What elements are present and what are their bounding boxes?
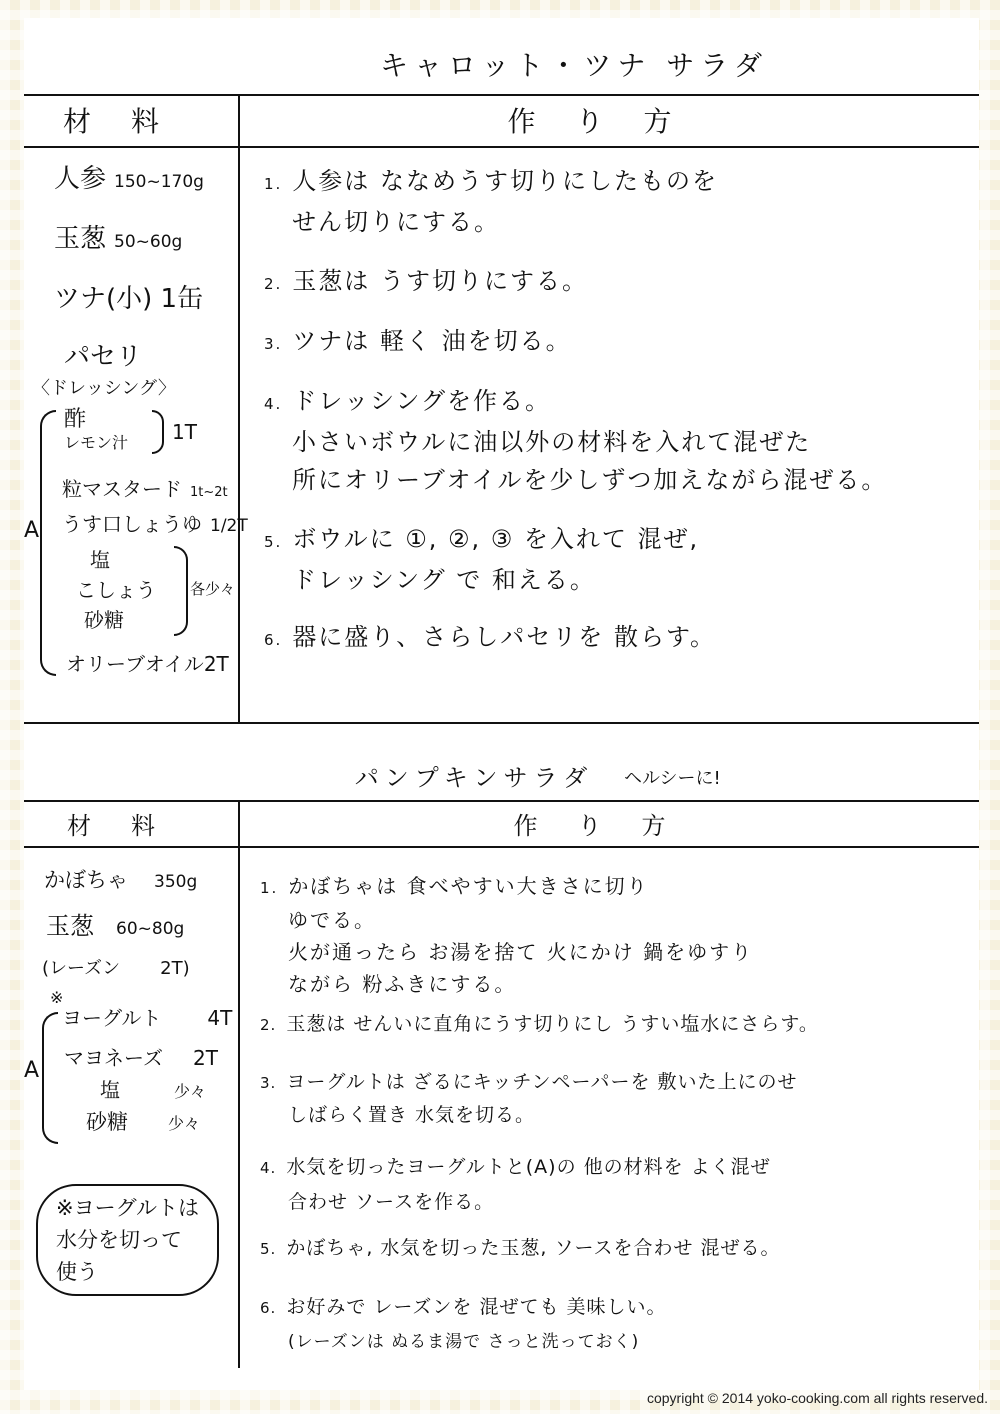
step: 6. 器に盛り、さらしパセリを 散らす。 [264, 623, 717, 651]
recipe2-ingredients-header: 材料 [67, 812, 195, 840]
column-divider [238, 94, 240, 722]
dressing-item: 粒マスタード 1t~2t [62, 477, 228, 501]
vinegar-qty: 1T [172, 420, 197, 444]
group-item: マヨネーズ 2T [64, 1046, 218, 1070]
group-item: 砂糖 少々 [86, 1110, 201, 1134]
ingredient: パセリ [64, 342, 143, 372]
dressing-item: うす口しょうゆ 1/2T [62, 512, 248, 536]
step: 1. かぼちゃは 食べやすい大きさに切り ゆでる。 火が通ったら お湯を捨て 火にかけ 鍋をゆすり ながら 粉ふきにする。 [260, 874, 754, 996]
rule [24, 800, 979, 802]
recipe1-title: キャロット・ツナ サラダ [379, 49, 769, 82]
recipe2-subtitle: ヘルシーに! [624, 768, 721, 789]
dressing-item: 塩 [90, 548, 110, 572]
rule [24, 94, 979, 96]
recipe2-method-header: 作り方 [513, 812, 706, 840]
group-mark: ※ [50, 988, 64, 1007]
step: 4. ドレッシングを作る。 小さいボウルに油以外の材料を入れて混ぜた 所にオリーブオイルを少しずつ加えながら混ぜる。 [264, 387, 888, 494]
ingredient: (レーズン 2T) [42, 958, 190, 979]
step: 3. ヨーグルトは ざるにキッチンペーパーを 敷いた上にのせ しばらく置き 水気を切る。 [260, 1071, 798, 1126]
ingredient: 人参 150~170g [54, 164, 204, 194]
step: 2. 玉葱は うす切りにする。 [264, 267, 588, 295]
group-item: 塩 少々 [100, 1078, 207, 1102]
recipe2-title: パンプキンサラダ [354, 764, 594, 792]
group-brace [40, 410, 56, 676]
recipe1-method-header: 作り方 [507, 105, 712, 138]
step: 5. ボウルに ①, ②, ③ を入れて 混ぜ, ドレッシング で 和える。 [264, 525, 700, 594]
ingredient: かぼちゃ 350g [44, 868, 198, 892]
ingredient: ツナ(小) 1缶 [54, 284, 204, 314]
step: 1. 人参は ななめうす切りにしたものを せん切りにする。 [264, 167, 718, 236]
recipe1-ingredients-header: 材料 [62, 105, 199, 138]
note-line: 水分を切って [56, 1228, 182, 1252]
rule [24, 846, 979, 848]
ingredient: 玉葱 50~60g [54, 224, 183, 254]
step: 4. 水気を切ったヨーグルトと(A)の 他の材料を よく混ぜ 合わせ ソースを作る。 [260, 1156, 771, 1213]
note-line: ※ヨーグルトは [56, 1196, 199, 1220]
group-label: A [24, 1058, 40, 1083]
dressing-item: 酢 [64, 407, 87, 432]
note-line: 使う [56, 1260, 98, 1284]
step: 6. お好みで レーズンを 混ぜても 美味しい。 (レーズンは ぬるま湯で さっと洗っておく) [260, 1296, 667, 1352]
group-brace [42, 1012, 58, 1144]
group-item: ヨーグルト 4T [62, 1006, 233, 1030]
dressing-item: レモン汁 [64, 433, 129, 452]
step: 5. かぼちゃ, 水気を切った玉葱, ソースを合わせ 混ぜる。 [260, 1237, 781, 1259]
recipe-sheet [24, 18, 979, 1390]
vinegar-brace [152, 410, 164, 454]
yogurt-note [36, 1184, 219, 1296]
copyright-text: copyright © 2014 yoko-cooking.com all rights reserved. [646, 1390, 988, 1406]
dressing-item: 砂糖 [84, 608, 124, 632]
seasoning-brace [174, 546, 188, 636]
rule [24, 722, 979, 724]
group-label: A [24, 518, 40, 543]
dressing-item: こしょう [76, 578, 156, 602]
column-divider [238, 800, 240, 1368]
ingredient: 玉葱 60~80g [46, 912, 185, 940]
step: 2. 玉葱は せんいに直角にうす切りにし うすい塩水にさらす。 [260, 1013, 819, 1035]
step: 3. ツナは 軽く 油を切る。 [264, 327, 572, 355]
seasoning-qty: 各少々 [190, 580, 236, 598]
rule [24, 146, 979, 148]
dressing-item: オリーブオイル2T [66, 652, 229, 676]
dressing-header: 〈ドレッシング〉 [32, 378, 176, 399]
